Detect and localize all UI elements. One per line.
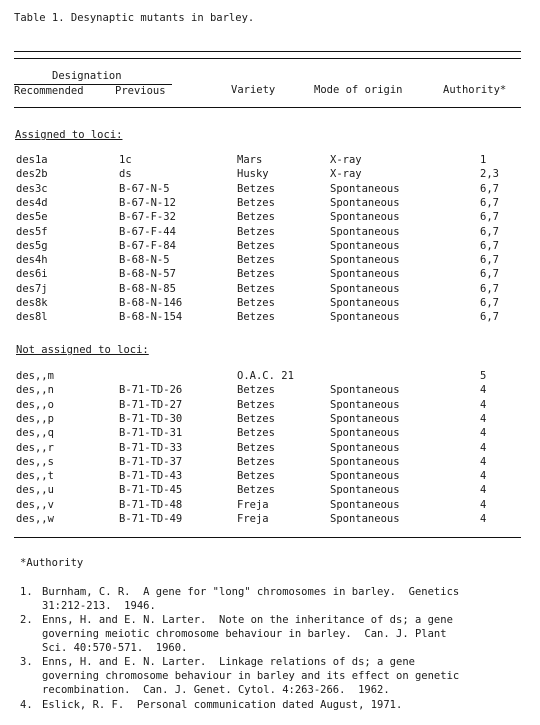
cell-variety: Betzes <box>237 427 275 440</box>
cell-previous: 1c <box>119 154 132 166</box>
cell-mode: Spontaneous <box>330 470 400 483</box>
reference-line: Burnham, C. R. A gene for "long" chromosomes in barley. Genetics <box>42 586 460 598</box>
cell-authority: 4 <box>480 441 487 454</box>
cell-recommended: des3c <box>16 182 48 195</box>
cell-recommended: des5f <box>16 225 48 238</box>
cell-authority: 6,7 <box>480 297 499 309</box>
cell-mode: Spontaneous <box>330 384 400 397</box>
cell-recommended: des1a <box>16 154 48 166</box>
footnote-title: *Authority <box>20 557 84 569</box>
top-rule-1 <box>14 51 521 52</box>
cell-recommended: des5g <box>16 239 48 252</box>
header-authority: Authority* <box>443 84 507 96</box>
cell-authority: 6,7 <box>480 282 499 295</box>
cell-authority: 6,7 <box>480 196 499 209</box>
cell-variety: Betzes <box>237 455 275 468</box>
cell-recommended: des,,q <box>16 427 54 440</box>
cell-variety: Betzes <box>237 441 275 454</box>
cell-previous: B-67-N-5 <box>119 182 170 195</box>
cell-variety: Mars <box>237 154 263 166</box>
reference-line: Enns, H. and E. N. Larter. Note on the inheritance of ds; a gene <box>42 614 453 626</box>
reference-line: governing chromosome behaviour in barley and its effect on genetic <box>42 670 460 682</box>
cell-mode: Spontaneous <box>330 441 400 454</box>
cell-mode: Spontaneous <box>330 398 400 411</box>
cell-authority: 4 <box>480 398 487 411</box>
table-caption: Table 1. Desynaptic mutants in barley. <box>14 12 255 24</box>
reference-line: recombination. Can. J. Genet. Cytol. 4:263-266. 1962. <box>42 684 390 696</box>
cell-authority: 2,3 <box>480 168 499 181</box>
cell-authority: 4 <box>480 427 487 440</box>
cell-variety: Freja <box>237 513 269 525</box>
cell-recommended: des,,u <box>16 484 54 497</box>
cell-mode: Spontaneous <box>330 427 400 440</box>
cell-previous: B-67-F-32 <box>119 211 176 224</box>
cell-mode: Spontaneous <box>330 182 400 195</box>
cell-mode: Spontaneous <box>330 455 400 468</box>
cell-previous: B-68-N-154 <box>119 311 183 324</box>
cell-recommended: des4d <box>16 196 48 209</box>
cell-mode: Spontaneous <box>330 513 400 525</box>
cell-previous: B-71-TD-26 <box>119 384 183 397</box>
cell-recommended: des,,s <box>16 455 54 468</box>
cell-variety: Betzes <box>237 412 275 425</box>
cell-variety: Betzes <box>237 384 275 397</box>
cell-previous: B-67-F-44 <box>119 225 176 238</box>
header-recommended: Recommended <box>14 85 84 97</box>
cell-variety: Betzes <box>237 225 275 238</box>
cell-recommended: des8l <box>16 311 48 324</box>
cell-variety: Freja <box>237 498 269 511</box>
cell-previous: B-71-TD-37 <box>119 455 183 468</box>
top-rule-2 <box>14 58 521 59</box>
cell-previous: B-71-TD-30 <box>119 412 183 425</box>
cell-previous: B-71-TD-27 <box>119 398 183 411</box>
cell-variety: Betzes <box>237 297 275 309</box>
cell-recommended: des7j <box>16 282 48 295</box>
cell-authority: 4 <box>480 384 487 397</box>
cell-previous: B-67-N-12 <box>119 196 176 209</box>
cell-variety: Husky <box>237 168 269 181</box>
reference-line: Enns, H. and E. N. Larter. Linkage relations of ds; a gene <box>42 656 415 668</box>
cell-previous: B-67-F-84 <box>119 239 176 252</box>
header-mode: Mode of origin <box>314 84 403 96</box>
reference-number: 2. <box>20 614 33 626</box>
reference-number: 1. <box>20 586 33 598</box>
cell-previous: B-71-TD-43 <box>119 470 183 483</box>
cell-previous: B-71-TD-45 <box>119 484 183 497</box>
cell-authority: 4 <box>480 498 487 511</box>
cell-authority: 4 <box>480 412 487 425</box>
bottom-rule <box>14 537 521 538</box>
cell-authority: 6,7 <box>480 254 499 267</box>
cell-previous: B-68-N-85 <box>119 282 176 295</box>
cell-mode: Spontaneous <box>330 239 400 252</box>
cell-mode: Spontaneous <box>330 211 400 224</box>
cell-variety: Betzes <box>237 282 275 295</box>
reference-number: 4. <box>20 699 33 711</box>
cell-previous: B-71-TD-48 <box>119 498 183 511</box>
cell-recommended: des,,t <box>16 470 54 483</box>
cell-mode: X-ray <box>330 154 362 166</box>
cell-variety: Betzes <box>237 268 275 281</box>
cell-authority: 5 <box>480 370 487 382</box>
header-designation: Designation <box>52 70 122 82</box>
cell-recommended: des8k <box>16 297 48 309</box>
cell-recommended: des,,n <box>16 384 54 397</box>
reference-line: Eslick, R. F. Personal communication dated August, 1971. <box>42 699 403 711</box>
cell-previous: ds <box>119 168 132 181</box>
cell-recommended: des5e <box>16 211 48 224</box>
cell-recommended: des,,p <box>16 412 54 425</box>
cell-authority: 6,7 <box>480 182 499 195</box>
cell-authority: 6,7 <box>480 211 499 224</box>
cell-mode: Spontaneous <box>330 412 400 425</box>
cell-authority: 6,7 <box>480 311 499 324</box>
cell-authority: 4 <box>480 513 487 525</box>
cell-recommended: des,,o <box>16 398 54 411</box>
cell-variety: Betzes <box>237 470 275 483</box>
cell-previous: B-68-N-57 <box>119 268 176 281</box>
header-rule <box>14 107 521 108</box>
section-not-assigned: Not assigned to loci: <box>16 344 149 356</box>
cell-authority: 4 <box>480 484 487 497</box>
cell-authority: 6,7 <box>480 239 499 252</box>
cell-mode: Spontaneous <box>330 282 400 295</box>
cell-mode: Spontaneous <box>330 311 400 324</box>
reference-line: governing meiotic chromosome behaviour in barley. Can. J. Plant <box>42 628 447 640</box>
header-previous: Previous <box>115 85 166 97</box>
cell-variety: Betzes <box>237 211 275 224</box>
cell-mode: Spontaneous <box>330 498 400 511</box>
cell-mode: Spontaneous <box>330 225 400 238</box>
reference-line: Sci. 40:570-571. 1960. <box>42 642 188 654</box>
cell-authority: 6,7 <box>480 268 499 281</box>
reference-number: 3. <box>20 656 33 668</box>
cell-recommended: des,,r <box>16 441 54 454</box>
cell-previous: B-68-N-5 <box>119 254 170 267</box>
cell-authority: 4 <box>480 455 487 468</box>
cell-recommended: des4h <box>16 254 48 267</box>
cell-variety: Betzes <box>237 254 275 267</box>
cell-recommended: des,,w <box>16 513 54 525</box>
cell-mode: Spontaneous <box>330 484 400 497</box>
cell-previous: B-68-N-146 <box>119 297 183 309</box>
cell-variety: Betzes <box>237 484 275 497</box>
cell-recommended: des2b <box>16 168 48 181</box>
cell-authority: 1 <box>480 154 487 166</box>
section-assigned: Assigned to loci: <box>15 129 123 141</box>
reference-line: 31:212-213. 1946. <box>42 600 156 612</box>
cell-variety: O.A.C. 21 <box>237 370 294 382</box>
cell-variety: Betzes <box>237 182 275 195</box>
cell-recommended: des6i <box>16 268 48 281</box>
cell-recommended: des,,v <box>16 498 54 511</box>
cell-mode: Spontaneous <box>330 297 400 309</box>
cell-mode: Spontaneous <box>330 268 400 281</box>
header-variety: Variety <box>231 84 276 96</box>
cell-mode: Spontaneous <box>330 254 400 267</box>
cell-variety: Betzes <box>237 398 275 411</box>
cell-variety: Betzes <box>237 311 275 324</box>
cell-mode: X-ray <box>330 168 362 181</box>
cell-authority: 6,7 <box>480 225 499 238</box>
cell-previous: B-71-TD-31 <box>119 427 183 440</box>
cell-previous: B-71-TD-33 <box>119 441 183 454</box>
cell-variety: Betzes <box>237 239 275 252</box>
cell-variety: Betzes <box>237 196 275 209</box>
references <box>20 585 520 720</box>
cell-authority: 4 <box>480 470 487 483</box>
cell-mode: Spontaneous <box>330 196 400 209</box>
cell-previous: B-71-TD-49 <box>119 513 183 525</box>
cell-recommended: des,,m <box>16 370 54 382</box>
